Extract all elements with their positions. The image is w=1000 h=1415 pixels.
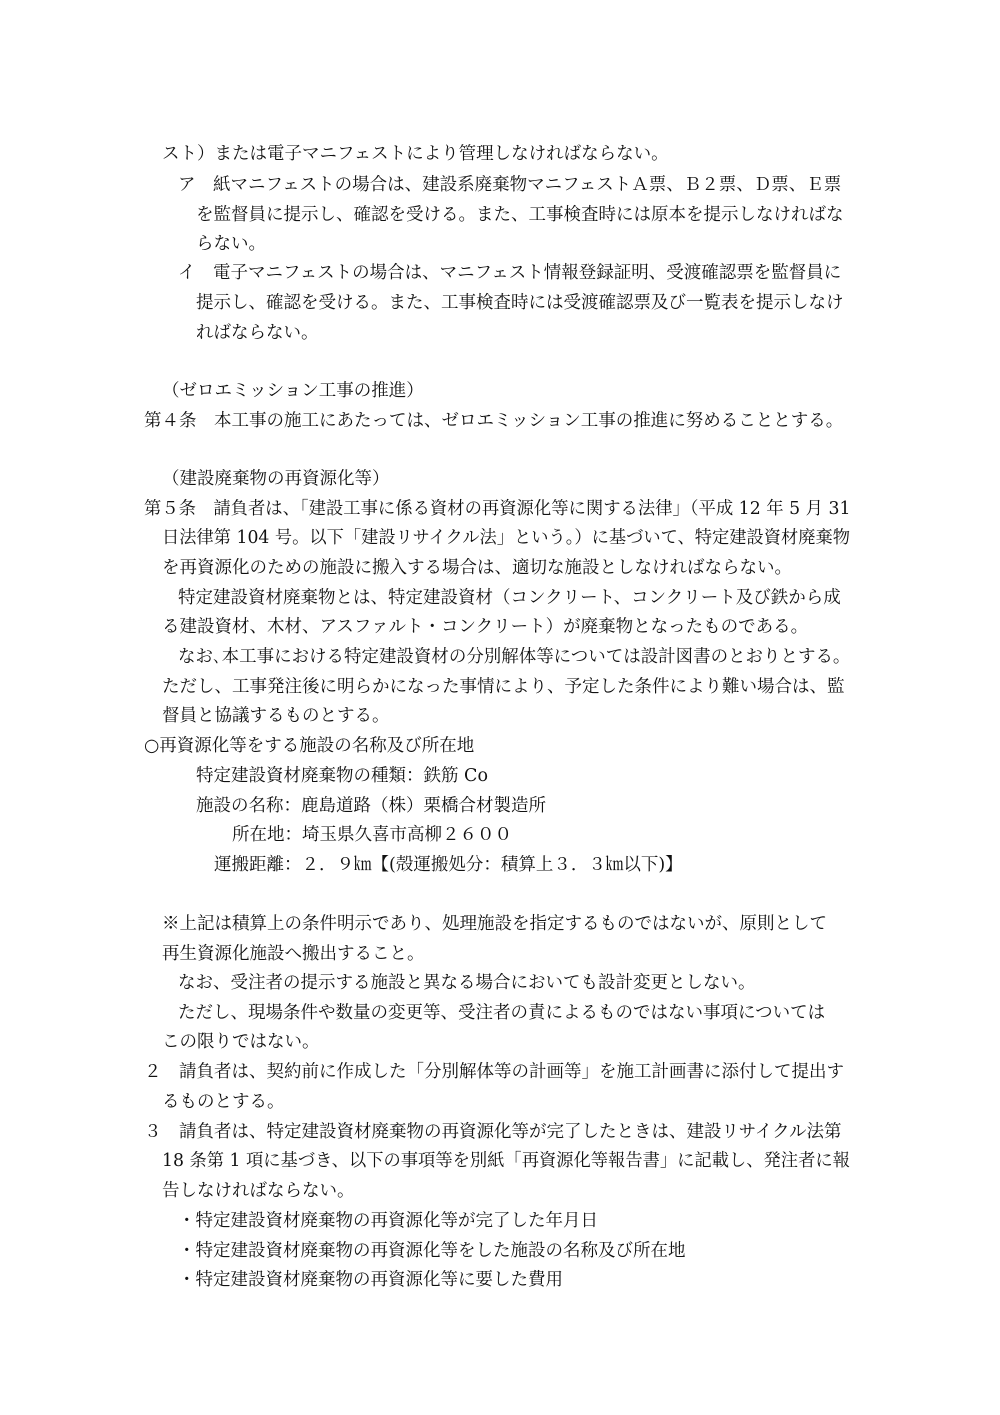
text-line: る建設資材、木材、アスファルト・コンクリート）が廃棄物となったものである。 [162, 617, 809, 637]
text-line: 18 条第 1 項に基づき、以下の事項等を別紙「再資源化等報告書」に記載し、発注者に報 [162, 1151, 850, 1171]
article-5: 第５条 請負者は、「建設工事に係る資材の再資源化等に関する法律」（平成 12 年 5 月 31 [144, 499, 851, 519]
facility-address: 所在地：埼玉県久喜市高柳２６００ [232, 825, 512, 845]
facility-name: 施設の名称：鹿島道路（株）栗橋合材製造所 [196, 796, 546, 816]
note-line: この限りではない。 [162, 1032, 320, 1052]
clause-3: ３ 請負者は、特定建設資材廃棄物の再資源化等が完了したときは、建設リサイクル法第 [144, 1122, 842, 1142]
note-line: なお、受注者の提示する施設と異なる場合においても設計変更としない。 [178, 973, 756, 993]
section-heading: （ゼロエミッション工事の推進） [162, 381, 424, 401]
text-line: ただし、工事発注後に明らかになった事情により、予定した条件により難い場合は、監 [162, 677, 845, 697]
text-line: 特定建設資材廃棄物とは、特定建設資材（コンクリート、コンクリート及び鉄から成 [178, 588, 841, 608]
facility-heading: ○再資源化等をする施設の名称及び所在地 [144, 736, 475, 756]
text-line: 督員と協議するものとする。 [162, 706, 390, 726]
text-line: スト）または電子マニフェストにより管理しなければならない。 [162, 144, 669, 164]
article-4: 第４条 本工事の施工にあたっては、ゼロエミッション工事の推進に努めることとする。 [144, 411, 844, 431]
clause-2: ２ 請負者は、契約前に作成した「分別解体等の計画等」を施工計画書に添付して提出す [144, 1062, 844, 1082]
list-item-a: ア 紙マニフェストの場合は、建設系廃棄物マニフェストＡ票、Ｂ２票、Ｄ票、Ｅ票 [178, 175, 842, 195]
note-line: ただし、現場条件や数量の変更等、受注者の責によるものではない事項については [178, 1003, 826, 1023]
note-line: ※上記は積算上の条件明示であり、処理施設を指定するものではないが、原則として [162, 914, 827, 934]
text-line: なお､本工事における特定建設資材の分別解体等については設計図書のとおりとする。 [178, 647, 851, 667]
text-line: 提示し、確認を受ける。また、工事検査時には受渡確認票及び一覧表を提示しなけ [196, 293, 844, 313]
facility-distance: 運搬距離：２．９㎞【(殻運搬処分：積算上３．３㎞以下)】 [214, 855, 683, 875]
list-item-i: イ 電子マニフェストの場合は、マニフェスト情報登録証明、受渡確認票を監督員に [178, 263, 842, 283]
note-line: 再生資源化施設へ搬出すること。 [162, 944, 425, 964]
text-line: を再資源化のための施設に搬入する場合は、適切な施設としなければならない。 [162, 558, 792, 578]
bullet-item: ・特定建設資材廃棄物の再資源化等が完了した年月日 [178, 1211, 598, 1231]
bullet-item: ・特定建設資材廃棄物の再資源化等をした施設の名称及び所在地 [178, 1241, 686, 1261]
text-line: 日法律第 104 号。以下「建設リサイクル法」という。）に基づいて、特定建設資材廃棄物 [162, 528, 851, 548]
text-line: を監督員に提示し、確認を受ける。また、工事検査時には原本を提示しなければな [196, 205, 844, 225]
text-line: ればならない。 [196, 323, 319, 343]
facility-waste-type: 特定建設資材廃棄物の種類：鉄筋 Co [196, 766, 488, 786]
text-line: らない。 [196, 234, 266, 254]
section-heading: （建設廃棄物の再資源化等） [162, 469, 390, 489]
bullet-item: ・特定建設資材廃棄物の再資源化等に要した費用 [178, 1270, 563, 1290]
text-line: 告しなければならない。 [162, 1181, 355, 1201]
text-line: るものとする。 [162, 1092, 285, 1112]
